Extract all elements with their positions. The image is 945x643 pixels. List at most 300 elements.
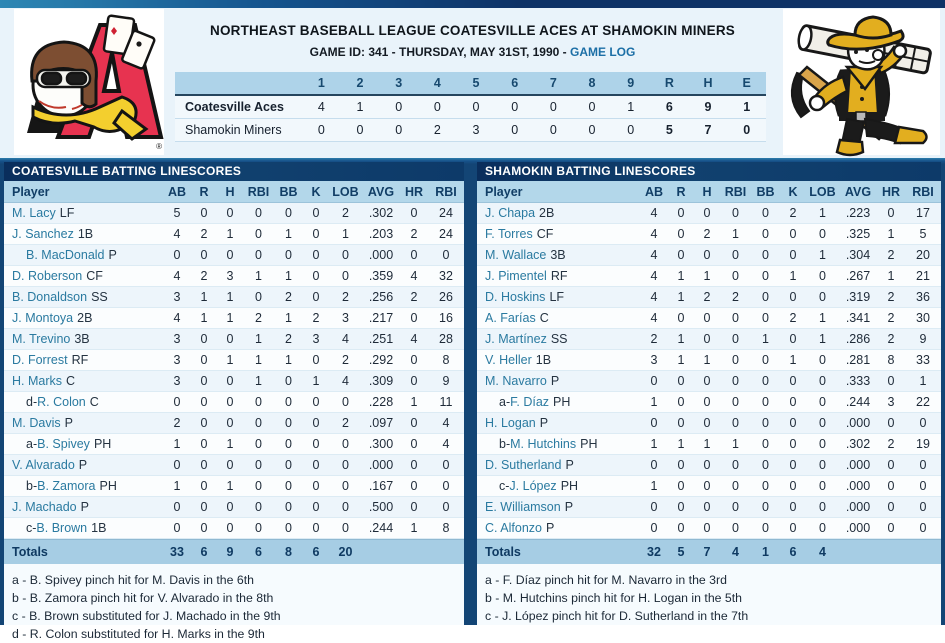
footnotes-shamokin bbox=[477, 564, 941, 625]
stat-cell: 2 bbox=[173, 416, 181, 430]
player-link[interactable]: V. Heller bbox=[485, 353, 532, 367]
stat-cell: 2 bbox=[732, 290, 739, 304]
batting-column-header: AVG bbox=[367, 184, 395, 199]
footnote: b - M. Hutchins pinch hit for H. Logan in the 5th bbox=[485, 591, 743, 605]
player-cell bbox=[4, 374, 163, 388]
batting-row bbox=[477, 329, 941, 350]
stat-cell: 0 bbox=[226, 332, 234, 346]
stat-cell: 0 bbox=[703, 374, 711, 388]
stat-cell: .359 bbox=[368, 269, 394, 283]
stat-cell: 0 bbox=[200, 374, 208, 388]
stat-cell: 0 bbox=[255, 290, 262, 304]
stat-cell: 0 bbox=[173, 395, 181, 409]
footnote: d - R. Colon substituted for H. Marks in the 9th bbox=[12, 627, 265, 641]
stat-cell: 0 bbox=[312, 206, 320, 220]
stat-cell: 0 bbox=[732, 269, 739, 283]
linescore-column-header: H bbox=[703, 76, 713, 90]
stat-cell: 0 bbox=[312, 479, 320, 493]
stat-cell: 3 bbox=[650, 353, 658, 367]
stat-cell: 0 bbox=[677, 479, 685, 493]
batting-column-header-row bbox=[4, 181, 464, 203]
stat-cell: 0 bbox=[819, 521, 826, 535]
stat-cell: 0 bbox=[342, 248, 349, 262]
stat-cell: 0 bbox=[342, 500, 349, 514]
stat-cell: 0 bbox=[312, 437, 320, 451]
stat-cell: 0 bbox=[762, 248, 769, 262]
stat-cell: 0 bbox=[200, 437, 208, 451]
player-position: P bbox=[78, 458, 88, 472]
stat-cell: .244 bbox=[368, 521, 394, 535]
batting-row bbox=[4, 497, 464, 518]
stat-cell: 3 bbox=[887, 395, 895, 409]
stat-cell: 2 bbox=[200, 269, 208, 283]
stat-cell: 0 bbox=[255, 521, 262, 535]
stat-cell: .309 bbox=[368, 374, 394, 388]
batting-column-header: BB bbox=[279, 184, 298, 199]
stat-cell: 0 bbox=[312, 290, 320, 304]
player-link[interactable]: M. Hutchins bbox=[510, 437, 577, 451]
stat-cell: 1 bbox=[887, 269, 895, 283]
totals-stat-cell: 6 bbox=[255, 545, 262, 559]
batting-table-coatesville bbox=[4, 181, 464, 564]
linescore-column-header: 2 bbox=[356, 76, 364, 90]
stat-cell: 0 bbox=[789, 290, 797, 304]
player-position: 2B bbox=[539, 206, 555, 220]
player-position: 1B bbox=[91, 521, 107, 535]
player-cell bbox=[4, 269, 163, 283]
batting-column-header: RBI bbox=[247, 184, 270, 199]
stat-cell: 0 bbox=[342, 395, 349, 409]
player-position: P bbox=[108, 248, 117, 262]
section-title-shamokin: SHAMOKIN BATTING LINESCORES bbox=[477, 162, 941, 181]
stat-cell: 4 bbox=[650, 206, 658, 220]
stat-cell: 2 bbox=[650, 332, 658, 346]
player-cell bbox=[4, 227, 163, 241]
stat-cell: 0 bbox=[732, 353, 739, 367]
stat-cell: 0 bbox=[200, 521, 208, 535]
miners-mascot-icon bbox=[783, 9, 940, 155]
game-log-link[interactable]: GAME LOG bbox=[569, 45, 636, 59]
stat-cell: 0 bbox=[677, 500, 685, 514]
player-link[interactable]: E. Williamson bbox=[485, 500, 561, 514]
totals-stat-cell: 6 bbox=[789, 545, 797, 559]
stat-cell: 0 bbox=[789, 416, 797, 430]
player-link[interactable]: F. Díaz bbox=[510, 395, 550, 409]
stat-cell: 1 bbox=[226, 479, 234, 493]
stat-cell: 3 bbox=[173, 353, 181, 367]
top-accent-bar bbox=[0, 0, 945, 8]
substitution-prefix: c- bbox=[499, 479, 510, 493]
stat-cell: 0 bbox=[255, 248, 262, 262]
stat-cell: 0 bbox=[762, 416, 769, 430]
stat-cell: 26 bbox=[439, 290, 453, 304]
stat-cell: 2 bbox=[789, 311, 797, 325]
batting-row bbox=[477, 203, 941, 224]
inning-score-cell: 4 bbox=[317, 100, 325, 114]
stat-cell: 0 bbox=[312, 269, 320, 283]
player-position: RF bbox=[71, 353, 89, 367]
stat-cell: 0 bbox=[789, 521, 797, 535]
totals-stat-cell: 7 bbox=[703, 545, 711, 559]
player-link[interactable]: J. Sanchez bbox=[12, 227, 74, 241]
stat-cell: 2 bbox=[887, 290, 895, 304]
stat-cell: 0 bbox=[919, 500, 927, 514]
stat-cell: 32 bbox=[439, 269, 453, 283]
inning-score-cell: 0 bbox=[356, 123, 364, 137]
stat-cell: 1 bbox=[703, 437, 711, 451]
stat-cell: 1 bbox=[650, 395, 658, 409]
stat-cell: .292 bbox=[368, 353, 394, 367]
linescore-header-row bbox=[175, 72, 766, 96]
stat-cell: 0 bbox=[819, 374, 826, 388]
player-position: PH bbox=[99, 479, 117, 493]
stat-cell: 0 bbox=[819, 458, 826, 472]
stat-cell: 0 bbox=[819, 290, 826, 304]
stat-cell: 0 bbox=[677, 227, 685, 241]
stat-cell: 0 bbox=[732, 374, 739, 388]
player-cell bbox=[4, 290, 163, 304]
linescore-column-header: R bbox=[664, 76, 674, 90]
stat-cell: 0 bbox=[312, 353, 320, 367]
player-position: C bbox=[539, 311, 549, 325]
player-link[interactable]: J. López bbox=[509, 479, 557, 493]
stat-cell: 0 bbox=[732, 332, 739, 346]
totals-stat-cell: 8 bbox=[285, 545, 292, 559]
stat-cell: 0 bbox=[789, 248, 797, 262]
stat-cell: 3 bbox=[173, 332, 181, 346]
stat-cell: 1 bbox=[650, 437, 658, 451]
player-link[interactable]: H. Logan bbox=[485, 416, 536, 430]
player-cell bbox=[4, 437, 163, 451]
footnote: a - B. Spivey pinch hit for M. Davis in the 6th bbox=[12, 573, 254, 587]
stat-cell: .319 bbox=[845, 290, 871, 304]
batting-row bbox=[477, 455, 941, 476]
batting-column-header-row bbox=[477, 181, 941, 203]
stat-cell: 0 bbox=[410, 206, 418, 220]
stat-cell: 1 bbox=[789, 353, 797, 367]
stat-cell: 4 bbox=[173, 227, 181, 241]
stat-cell: 1 bbox=[173, 437, 181, 451]
hits-cell: 7 bbox=[704, 123, 712, 137]
player-link[interactable]: B. Brown bbox=[36, 521, 88, 535]
stat-cell: .302 bbox=[845, 437, 871, 451]
stat-cell: 1 bbox=[255, 374, 262, 388]
stat-cell: 1 bbox=[342, 227, 349, 241]
player-position: CF bbox=[536, 227, 554, 241]
inning-score-cell: 0 bbox=[549, 100, 557, 114]
stat-cell: 9 bbox=[442, 374, 450, 388]
stat-cell: 2 bbox=[887, 332, 895, 346]
stat-cell: 2 bbox=[342, 206, 349, 220]
stat-cell: 0 bbox=[312, 416, 320, 430]
linescore-column-header: 4 bbox=[433, 76, 441, 90]
stat-cell: 0 bbox=[312, 395, 320, 409]
stat-cell: 0 bbox=[789, 227, 797, 241]
stat-cell: 5 bbox=[919, 227, 927, 241]
stat-cell: 1 bbox=[255, 353, 262, 367]
stat-cell: 0 bbox=[703, 500, 711, 514]
stat-cell: 1 bbox=[226, 311, 234, 325]
player-cell bbox=[4, 248, 163, 262]
stat-cell: 0 bbox=[677, 395, 685, 409]
player-position: CF bbox=[86, 269, 103, 283]
player-position: P bbox=[550, 374, 560, 388]
stat-cell: 1 bbox=[819, 311, 826, 325]
player-link[interactable]: D. Forrest bbox=[12, 353, 68, 367]
stat-cell: 1 bbox=[226, 353, 234, 367]
player-link[interactable]: A. Farías bbox=[485, 311, 536, 325]
stat-cell: 0 bbox=[919, 479, 927, 493]
player-link[interactable]: R. Colon bbox=[37, 395, 86, 409]
player-cell bbox=[477, 206, 640, 220]
linescore-column-header: 3 bbox=[395, 76, 403, 90]
stat-cell: 9 bbox=[919, 332, 927, 346]
stat-cell: 0 bbox=[762, 227, 769, 241]
player-link[interactable]: M. Wallace bbox=[485, 248, 547, 262]
stat-cell: 0 bbox=[285, 458, 292, 472]
player-cell bbox=[4, 395, 163, 409]
stat-cell: 0 bbox=[442, 248, 450, 262]
player-link[interactable]: M. Navarro bbox=[485, 374, 547, 388]
player-link[interactable]: M. Lacy bbox=[12, 206, 56, 220]
player-cell bbox=[4, 416, 163, 430]
totals-stat-cell: 4 bbox=[819, 545, 826, 559]
totals-stat-cell: 1 bbox=[762, 545, 769, 559]
stat-cell: 0 bbox=[410, 248, 418, 262]
stat-cell: .217 bbox=[368, 311, 394, 325]
totals-stat-cell: 20 bbox=[338, 545, 353, 559]
stat-cell: 0 bbox=[410, 311, 418, 325]
player-link[interactable]: F. Torres bbox=[485, 227, 533, 241]
player-link[interactable]: B. Zamora bbox=[37, 479, 96, 493]
player-cell bbox=[477, 437, 640, 451]
batting-column-header: H bbox=[702, 184, 712, 199]
stat-cell: 0 bbox=[819, 269, 826, 283]
inning-score-cell: 0 bbox=[317, 123, 325, 137]
player-link[interactable]: D. Sutherland bbox=[485, 458, 562, 472]
stat-cell: .000 bbox=[845, 500, 871, 514]
stat-cell: 0 bbox=[703, 521, 711, 535]
stat-cell: 0 bbox=[312, 521, 320, 535]
player-cell bbox=[4, 332, 163, 346]
stat-cell: 0 bbox=[312, 248, 320, 262]
stat-cell: 2 bbox=[200, 227, 208, 241]
player-link[interactable]: D. Roberson bbox=[12, 269, 83, 283]
batting-column-header: K bbox=[311, 184, 321, 199]
player-link[interactable]: J. Montoya bbox=[12, 311, 74, 325]
batting-row bbox=[477, 392, 941, 413]
stat-cell: 0 bbox=[255, 416, 262, 430]
player-link[interactable]: C. Alfonzo bbox=[485, 521, 542, 535]
stat-cell: 0 bbox=[312, 458, 320, 472]
stat-cell: 2 bbox=[703, 227, 711, 241]
coatesville-aces-logo bbox=[14, 9, 164, 155]
stat-cell: 1 bbox=[285, 311, 292, 325]
player-link[interactable]: J. Machado bbox=[12, 500, 77, 514]
inning-score-cell: 0 bbox=[588, 100, 596, 114]
stat-cell: 0 bbox=[819, 416, 826, 430]
stat-cell: .000 bbox=[845, 416, 871, 430]
game-subtitle bbox=[168, 45, 777, 59]
stat-cell: .000 bbox=[368, 458, 394, 472]
stat-cell: 4 bbox=[442, 437, 450, 451]
batting-row bbox=[4, 308, 464, 329]
player-position: PH bbox=[93, 437, 112, 451]
player-position: LF bbox=[549, 290, 565, 304]
player-link[interactable]: B. Spivey bbox=[37, 437, 90, 451]
player-position: 3B bbox=[74, 332, 90, 346]
player-link[interactable]: V. Alvarado bbox=[12, 458, 75, 472]
inning-score-cell: 0 bbox=[395, 100, 403, 114]
batting-row bbox=[4, 350, 464, 371]
stat-cell: 0 bbox=[732, 521, 739, 535]
batting-column-header: AB bbox=[167, 184, 187, 199]
stat-cell: 0 bbox=[732, 500, 739, 514]
stat-cell: 0 bbox=[762, 374, 769, 388]
stat-cell: 8 bbox=[442, 521, 450, 535]
player-cell bbox=[477, 479, 640, 493]
stat-cell: .223 bbox=[845, 206, 871, 220]
player-position: P bbox=[64, 416, 73, 430]
team-name: Coatesville Aces bbox=[185, 100, 284, 114]
player-link[interactable]: J. Pimentel bbox=[485, 269, 547, 283]
player-link[interactable]: M. Trevino bbox=[12, 332, 71, 346]
batting-column-header: RBI bbox=[435, 184, 457, 199]
stat-cell: 4 bbox=[342, 374, 349, 388]
stat-cell: 0 bbox=[789, 374, 797, 388]
stat-cell: 0 bbox=[703, 458, 711, 472]
substitution-prefix: b- bbox=[26, 479, 38, 493]
totals-stat-cell: 6 bbox=[312, 545, 320, 559]
stat-cell: 22 bbox=[916, 395, 930, 409]
totals-stat-cell: 5 bbox=[677, 545, 685, 559]
page-title: NORTHEAST BASEBALL LEAGUE COATESVILLE ACES AT SHAMOKIN MINERS bbox=[210, 23, 735, 38]
stat-cell: 0 bbox=[789, 395, 797, 409]
stat-cell: 1 bbox=[677, 437, 685, 451]
stat-cell: 1 bbox=[732, 437, 739, 451]
inning-score-cell: 2 bbox=[433, 123, 441, 137]
stat-cell: 1 bbox=[677, 353, 685, 367]
batting-column-header: RBI bbox=[912, 184, 934, 199]
batting-column-header: K bbox=[788, 184, 798, 199]
stat-cell: .302 bbox=[368, 206, 394, 220]
player-position: P bbox=[539, 416, 549, 430]
stat-cell: 3 bbox=[173, 374, 181, 388]
player-link[interactable]: D. Hoskins bbox=[485, 290, 546, 304]
stat-cell: 20 bbox=[916, 248, 930, 262]
player-link[interactable]: H. Marks bbox=[12, 374, 62, 388]
substitution-prefix: c- bbox=[26, 521, 37, 535]
stat-cell: .244 bbox=[845, 395, 871, 409]
stat-cell: 0 bbox=[887, 479, 895, 493]
player-position: P bbox=[80, 500, 89, 514]
totals-stat-cell: 9 bbox=[226, 545, 234, 559]
player-link[interactable]: B. MacDonald bbox=[26, 248, 105, 262]
shamokin-miners-logo bbox=[783, 9, 940, 155]
player-link[interactable]: B. Donaldson bbox=[12, 290, 88, 304]
batting-row bbox=[4, 413, 464, 434]
footnote: c - B. Brown substituted for J. Machado in the 9th bbox=[12, 609, 281, 623]
stat-cell: 2 bbox=[285, 290, 292, 304]
stat-cell: .333 bbox=[845, 374, 871, 388]
linescore-column-header: 7 bbox=[549, 76, 557, 90]
stat-cell: 1 bbox=[285, 227, 292, 241]
stat-cell: 0 bbox=[342, 437, 349, 451]
batting-row bbox=[477, 476, 941, 497]
stat-cell: 0 bbox=[703, 395, 711, 409]
linescore-team-row bbox=[175, 119, 766, 142]
footnote: c - J. López pinch hit for D. Sutherland in the 7th bbox=[485, 609, 749, 623]
batting-row bbox=[4, 371, 464, 392]
stat-cell: 0 bbox=[226, 395, 234, 409]
stat-cell: 0 bbox=[173, 248, 181, 262]
team-name: Shamokin Miners bbox=[185, 123, 282, 137]
batting-row bbox=[4, 245, 464, 266]
player-cell bbox=[4, 521, 163, 535]
stat-cell: .167 bbox=[368, 479, 394, 493]
stat-cell: 0 bbox=[200, 416, 208, 430]
batting-row bbox=[477, 224, 941, 245]
player-link[interactable]: J. Chapa bbox=[485, 206, 536, 220]
stat-cell: 0 bbox=[410, 437, 418, 451]
stat-cell: 0 bbox=[732, 416, 739, 430]
batting-column-header: R bbox=[676, 184, 686, 199]
shamokin-batting-card bbox=[477, 162, 941, 625]
stat-cell: 0 bbox=[285, 500, 292, 514]
stat-cell: 0 bbox=[762, 500, 769, 514]
player-cell bbox=[477, 290, 640, 304]
batting-row bbox=[4, 518, 464, 539]
player-position: PH bbox=[560, 479, 579, 493]
player-position: SS bbox=[550, 332, 568, 346]
totals-stat-cell: 33 bbox=[170, 545, 184, 559]
player-link[interactable]: J. Martínez bbox=[485, 332, 547, 346]
player-cell bbox=[477, 395, 640, 409]
stat-cell: 0 bbox=[226, 206, 234, 220]
batting-column-header: Player bbox=[485, 184, 523, 199]
registered-trademark: ® bbox=[156, 142, 162, 151]
inning-score-cell: 0 bbox=[472, 100, 480, 114]
stat-cell: 0 bbox=[762, 395, 769, 409]
stat-cell: 2 bbox=[703, 290, 711, 304]
batting-row bbox=[477, 266, 941, 287]
substitution-prefix: d- bbox=[26, 395, 38, 409]
batting-column-header: Player bbox=[12, 184, 50, 199]
stat-cell: 0 bbox=[285, 437, 292, 451]
stat-cell: 1 bbox=[762, 332, 769, 346]
totals-row bbox=[4, 539, 464, 564]
stat-cell: 3 bbox=[226, 269, 234, 283]
stat-cell: 1 bbox=[789, 269, 797, 283]
player-cell bbox=[477, 374, 640, 388]
stat-cell: 0 bbox=[342, 479, 349, 493]
stat-cell: 0 bbox=[677, 458, 685, 472]
stat-cell: 21 bbox=[916, 269, 930, 283]
stat-cell: .300 bbox=[368, 437, 394, 451]
stat-cell: 1 bbox=[410, 521, 418, 535]
stat-cell: 0 bbox=[677, 416, 685, 430]
player-cell bbox=[477, 227, 640, 241]
stat-cell: 1 bbox=[819, 206, 826, 220]
stat-cell: 0 bbox=[732, 479, 739, 493]
stat-cell: 0 bbox=[200, 500, 208, 514]
player-link[interactable]: M. Davis bbox=[12, 416, 61, 430]
stat-cell: 4 bbox=[410, 269, 418, 283]
stat-cell: 4 bbox=[342, 332, 349, 346]
stat-cell: 1 bbox=[919, 374, 927, 388]
stat-cell: .097 bbox=[368, 416, 394, 430]
batting-column-header: HR bbox=[881, 184, 901, 199]
